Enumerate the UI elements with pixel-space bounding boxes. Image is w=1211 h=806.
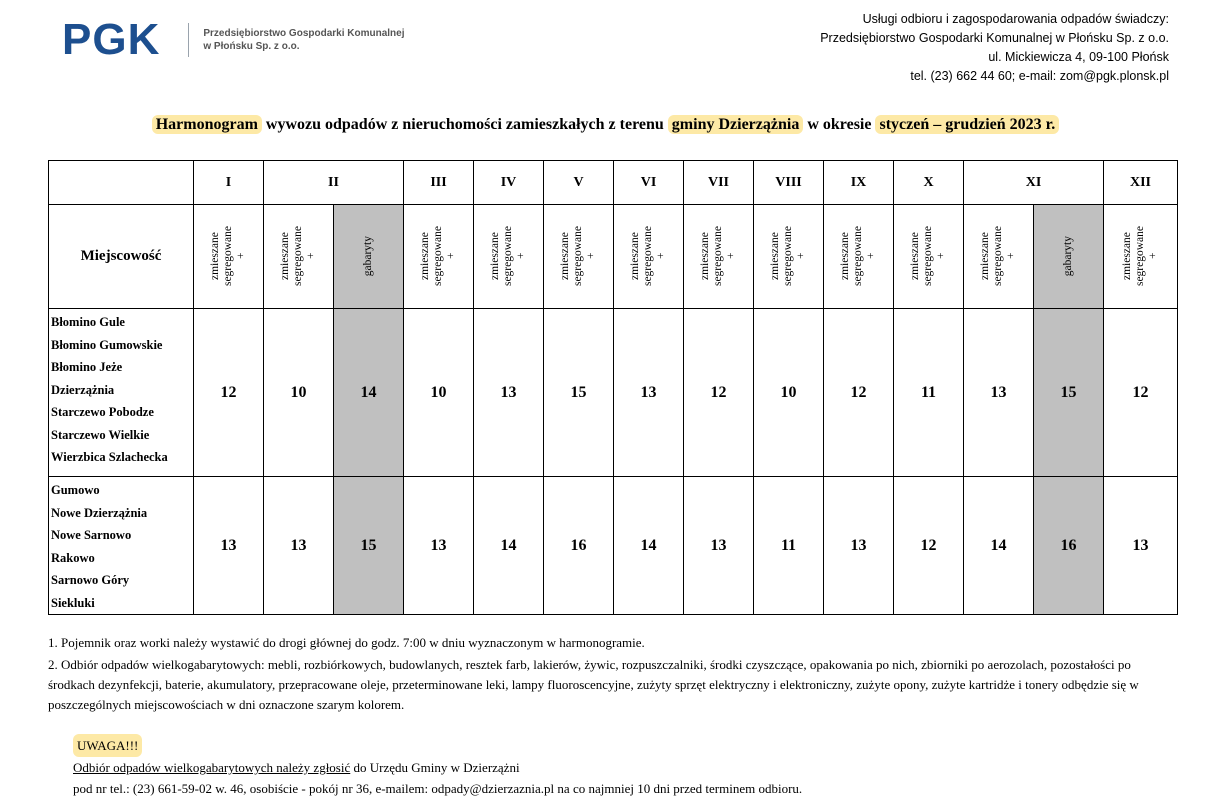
waste-type-mixed-line-1: zmieszane: [419, 232, 431, 281]
pickup-day: 10: [754, 309, 824, 477]
waste-type-mixed: [1104, 205, 1178, 309]
title-highlight-harmonogram: Harmonogram: [152, 115, 262, 134]
waste-type-mixed-line-2: segregowane: [642, 226, 654, 287]
pgk-logo: [62, 15, 405, 64]
waste-type-mixed-line-3: +: [585, 253, 597, 260]
note-2: 2. Odbiór odpadów wielkogabarytowych: mebli, rozbiórkowych, budowlanych, resztek farb, lakierów, żywic, rozpuszczalniki, środki czyszczące, opakowania po nich, zbiorniki po aerozolach, pozostałości po środkach dezynfekcji, baterie, akumulatory, przepracowane oleje, przeterminowane leki, lampy fluoroscencyjne, zużyty sprzęt elektryczny i elektroniczny, zużyte opony, zużyte kartridże i tonery odbędzie się w poszczególnych miejscowościach w dni oznaczone szarym kolorem.: [48, 657, 1139, 712]
waste-type-bulky-label: gabaryty: [362, 236, 374, 277]
waste-type-mixed: [404, 205, 474, 309]
notes: [48, 633, 1173, 715]
waste-type-mixed-line-2: segregowane: [852, 226, 864, 287]
waste-type-label: [1121, 226, 1160, 286]
pickup-day: 11: [894, 309, 964, 477]
month-header: I: [194, 161, 264, 205]
document-title: [0, 116, 1211, 134]
pickup-day: 12: [894, 477, 964, 615]
title-highlight-period: styczeń – grudzień 2023 r.: [875, 115, 1059, 134]
month-header: VIII: [754, 161, 824, 205]
pickup-day: 13: [474, 309, 544, 477]
waste-type-mixed-line-1: zmieszane: [489, 232, 501, 281]
waste-type-mixed: [614, 205, 684, 309]
company-line-4: tel. (23) 662 44 60; e-mail: zom@pgk.plonsk.pl: [910, 69, 1169, 83]
waste-type-bulky: [1034, 205, 1104, 309]
waste-type-mixed: [194, 205, 264, 309]
pickup-day: 11: [754, 477, 824, 615]
pickup-day: 13: [1104, 477, 1178, 615]
waste-type-mixed-line-3: +: [1005, 253, 1017, 260]
place-name: Wierzbica Szlachecka: [51, 450, 168, 464]
waste-type-mixed-line-2: segregowane: [1134, 226, 1146, 287]
company-line-3: ul. Mickiewicza 4, 09-100 Płońsk: [988, 50, 1169, 64]
waste-type-row: [49, 205, 1178, 309]
waste-type-label: [1062, 236, 1075, 276]
month-header: IV: [474, 161, 544, 205]
title-highlight-gmina: gminy Dzierzążnia: [668, 115, 804, 134]
month-header: XII: [1104, 161, 1178, 205]
waste-type-label: [362, 236, 375, 276]
place-list: [49, 477, 194, 615]
waste-type-bulky-label: gabaryty: [1062, 236, 1074, 277]
waste-type-mixed-line-3: +: [515, 253, 527, 260]
place-name: Nowe Sarnowo: [51, 528, 132, 542]
waste-type-mixed: [264, 205, 334, 309]
waste-type-mixed-line-2: segregowane: [432, 226, 444, 287]
place-name: Dzierzążnia: [51, 382, 115, 397]
warning-title: UWAGA!!!: [73, 734, 142, 757]
waste-type-mixed-line-2: segregowane: [922, 226, 934, 287]
waste-type-mixed-line-2: segregowane: [502, 226, 514, 287]
warning-block: [73, 734, 802, 799]
company-info: [820, 10, 1169, 86]
place-name: Starczewo Pobodze: [51, 405, 154, 419]
group-row: [49, 309, 1178, 477]
bulky-pickup-day: 14: [334, 309, 404, 477]
pickup-day: 14: [474, 477, 544, 615]
waste-type-mixed: [474, 205, 544, 309]
waste-type-mixed-line-3: +: [795, 253, 807, 260]
waste-type-mixed-line-2: segregowane: [992, 226, 1004, 287]
pickup-day: 13: [964, 309, 1034, 477]
place-name: Gumowo: [51, 483, 100, 497]
pickup-day: 13: [194, 477, 264, 615]
logo-subtitle-line-1: Przedsiębiorstwo Gospodarki Komunalnej: [203, 28, 405, 39]
waste-type-mixed-line-1: zmieszane: [699, 232, 711, 281]
waste-type-mixed-line-3: +: [1147, 253, 1159, 260]
logo-divider: [188, 23, 189, 57]
title-text-2: w okresie: [803, 116, 876, 133]
place-name: Błomino Gule: [51, 315, 125, 329]
bulky-pickup-day: 16: [1034, 477, 1104, 615]
group-row: [49, 477, 1178, 615]
logo-mark: PGK: [62, 15, 161, 64]
month-header: IX: [824, 161, 894, 205]
waste-type-mixed: [544, 205, 614, 309]
pickup-day: 13: [824, 477, 894, 615]
waste-type-mixed-line-3: +: [655, 253, 667, 260]
waste-type-mixed-line-1: zmieszane: [909, 232, 921, 281]
waste-type-mixed-line-1: zmieszane: [979, 232, 991, 281]
waste-type-label: [209, 226, 248, 286]
warning-line-1: [73, 757, 802, 778]
pickup-day: 13: [614, 309, 684, 477]
place-name: Błomino Gumowskie: [51, 337, 163, 352]
logo-subtitle-line-2: w Płońsku Sp. z o.o.: [203, 41, 300, 52]
waste-type-mixed-line-3: +: [935, 253, 947, 260]
waste-type-label: [279, 226, 318, 286]
pickup-day: 12: [824, 309, 894, 477]
month-header: VII: [684, 161, 754, 205]
waste-type-mixed: [964, 205, 1034, 309]
place-name: Siekluki: [51, 595, 95, 610]
title-text-1: wywozu odpadów z nieruchomości zamieszkałych z terenu: [261, 116, 668, 133]
waste-type-label: [979, 226, 1018, 286]
corner-cell: [49, 161, 194, 205]
month-header: III: [404, 161, 474, 205]
pickup-day: 10: [264, 309, 334, 477]
waste-type-mixed-line-3: +: [865, 253, 877, 260]
waste-type-mixed-line-1: zmieszane: [279, 232, 291, 281]
pickup-day: 12: [684, 309, 754, 477]
months-row: [49, 161, 1178, 205]
waste-type-mixed: [824, 205, 894, 309]
bulky-pickup-day: 15: [334, 477, 404, 615]
waste-type-mixed-line-1: zmieszane: [839, 232, 851, 281]
waste-type-mixed-line-3: +: [305, 253, 317, 260]
place-name: Starczewo Wielkie: [51, 427, 150, 442]
place-name: Błomino Jeże: [51, 360, 123, 374]
place-name: Sarnowo Góry: [51, 573, 130, 587]
month-header: VI: [614, 161, 684, 205]
pickup-day: 12: [194, 309, 264, 477]
pickup-day: 10: [404, 309, 474, 477]
warning-line-1-rest: do Urzędu Gminy w Dzierzążni: [350, 760, 520, 775]
waste-type-mixed-line-3: +: [725, 253, 737, 260]
waste-type-label: [629, 226, 668, 286]
pickup-day: 12: [1104, 309, 1178, 477]
company-line-1: Usługi odbioru i zagospodarowania odpadów świadczy:: [862, 12, 1169, 26]
schedule-table: [48, 160, 1178, 615]
waste-type-mixed: [684, 205, 754, 309]
month-header: V: [544, 161, 614, 205]
month-header: XI: [964, 161, 1104, 205]
place-header: Miejscowość: [49, 205, 194, 309]
waste-type-mixed-line-2: segregowane: [572, 226, 584, 287]
waste-type-label: [559, 226, 598, 286]
waste-type-mixed-line-1: zmieszane: [1121, 232, 1133, 281]
waste-type-mixed: [894, 205, 964, 309]
waste-type-label: [909, 226, 948, 286]
waste-type-mixed-line-1: zmieszane: [629, 232, 641, 281]
waste-type-mixed-line-1: zmieszane: [769, 232, 781, 281]
pickup-day: 13: [404, 477, 474, 615]
pickup-day: 14: [964, 477, 1034, 615]
month-header: X: [894, 161, 964, 205]
pickup-day: 16: [544, 477, 614, 615]
place-name: Rakowo: [51, 550, 95, 565]
company-line-2: Przedsiębiorstwo Gospodarki Komunalnej w Płońsku Sp. z o.o.: [820, 31, 1169, 45]
pickup-day: 13: [684, 477, 754, 615]
waste-type-mixed-line-2: segregowane: [222, 226, 234, 287]
bulky-pickup-day: 15: [1034, 309, 1104, 477]
note-1: 1. Pojemnik oraz worki należy wystawić do drogi głównej do godz. 7:00 w dniu wyznaczonym w harmonogramie.: [48, 635, 645, 650]
waste-type-mixed-line-3: +: [445, 253, 457, 260]
waste-type-mixed-line-1: zmieszane: [559, 232, 571, 281]
place-name: Nowe Dzierzążnia: [51, 505, 148, 520]
waste-type-mixed-line-2: segregowane: [712, 226, 724, 287]
place-list: [49, 309, 194, 477]
warning-underlined: Odbiór odpadów wielkogabarytowych należy zgłosić: [73, 760, 351, 775]
waste-type-label: [839, 226, 878, 286]
waste-type-mixed: [754, 205, 824, 309]
pickup-day: 13: [264, 477, 334, 615]
month-header: II: [264, 161, 404, 205]
waste-type-mixed-line-2: segregowane: [292, 226, 304, 287]
waste-type-mixed-line-1: zmieszane: [209, 232, 221, 281]
waste-type-label: [769, 226, 808, 286]
pickup-day: 15: [544, 309, 614, 477]
waste-type-mixed-line-3: +: [235, 253, 247, 260]
waste-type-label: [699, 226, 738, 286]
waste-type-label: [419, 226, 458, 286]
waste-type-mixed-line-2: segregowane: [782, 226, 794, 287]
waste-type-label: [489, 226, 528, 286]
pickup-day: 14: [614, 477, 684, 615]
logo-subtitle: [203, 27, 404, 53]
warning-line-2: pod nr tel.: (23) 661-59-02 w. 46, osobiście - pokój nr 36, e-mailem: odpady@dzierzaznia.pl na co najmniej 10 dni przed terminem odbioru.: [73, 781, 803, 796]
waste-type-bulky: [334, 205, 404, 309]
